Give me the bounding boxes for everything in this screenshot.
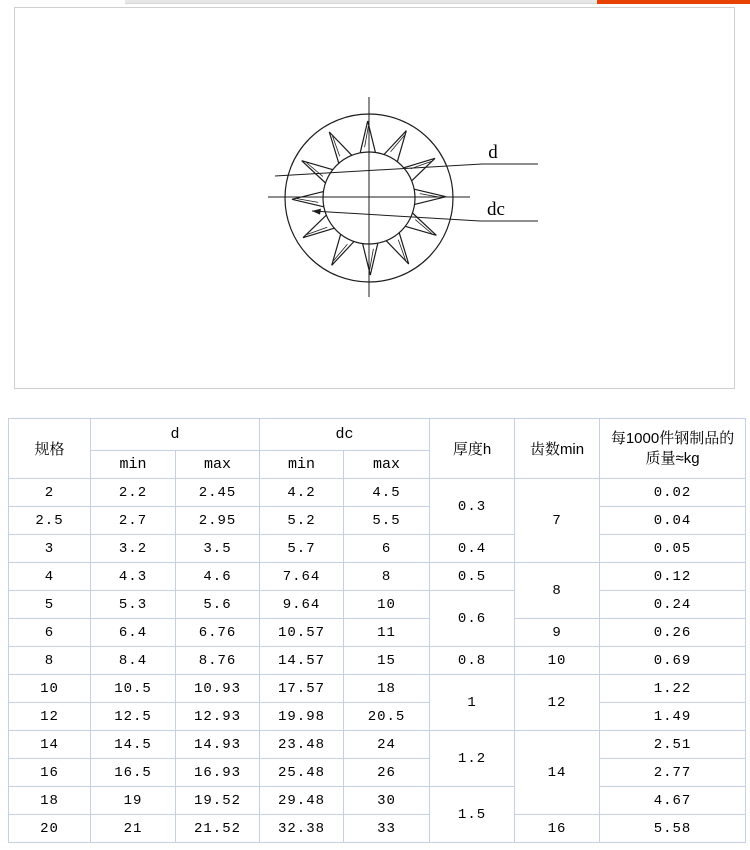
cell-d-max: 19.52 bbox=[176, 787, 260, 815]
cell-spec: 20 bbox=[9, 815, 91, 843]
cell-mass: 0.69 bbox=[600, 647, 746, 675]
cell-dc-min: 10.57 bbox=[260, 619, 344, 647]
cell-spec: 16 bbox=[9, 759, 91, 787]
cell-dc-min: 25.48 bbox=[260, 759, 344, 787]
cell-d-max: 4.6 bbox=[176, 563, 260, 591]
dim-dc-arrow bbox=[312, 209, 321, 215]
cell-dc-min: 9.64 bbox=[260, 591, 344, 619]
spec-table bbox=[8, 418, 746, 843]
cell-mass: 1.49 bbox=[600, 703, 746, 731]
cell-dc-max: 26 bbox=[344, 759, 430, 787]
cell-mass: 1.22 bbox=[600, 675, 746, 703]
col-header-thickness: 厚度h bbox=[430, 419, 515, 479]
cell-d-max: 21.52 bbox=[176, 815, 260, 843]
cell-thickness: 0.3 bbox=[430, 479, 515, 535]
cell-thickness: 0.4 bbox=[430, 535, 515, 563]
cell-spec: 10 bbox=[9, 675, 91, 703]
cell-d-min: 12.5 bbox=[91, 703, 176, 731]
cell-spec: 2.5 bbox=[9, 507, 91, 535]
washer-tooth bbox=[360, 121, 375, 153]
cell-mass: 0.26 bbox=[600, 619, 746, 647]
cell-d-max: 14.93 bbox=[176, 731, 260, 759]
cell-thickness: 0.8 bbox=[430, 647, 515, 675]
cell-d-max: 12.93 bbox=[176, 703, 260, 731]
cell-thickness: 1 bbox=[430, 675, 515, 731]
cell-mass: 0.24 bbox=[600, 591, 746, 619]
cell-thickness: 0.6 bbox=[430, 591, 515, 647]
cell-teeth: 9 bbox=[515, 619, 600, 647]
cell-teeth: 12 bbox=[515, 675, 600, 731]
cell-dc-max: 24 bbox=[344, 731, 430, 759]
cell-dc-min: 23.48 bbox=[260, 731, 344, 759]
cell-d-max: 10.93 bbox=[176, 675, 260, 703]
cell-teeth: 7 bbox=[515, 479, 600, 563]
diagram-panel bbox=[14, 7, 735, 389]
cell-d-min: 2.2 bbox=[91, 479, 176, 507]
cell-d-min: 4.3 bbox=[91, 563, 176, 591]
cell-d-min: 5.3 bbox=[91, 591, 176, 619]
cell-teeth: 8 bbox=[515, 563, 600, 619]
col-header-d-max: max bbox=[176, 451, 260, 479]
table-row bbox=[9, 647, 746, 675]
cell-d-min: 10.5 bbox=[91, 675, 176, 703]
cell-d-min: 2.7 bbox=[91, 507, 176, 535]
table-row bbox=[9, 591, 746, 619]
cell-dc-max: 15 bbox=[344, 647, 430, 675]
cell-mass: 2.51 bbox=[600, 731, 746, 759]
cell-d-min: 16.5 bbox=[91, 759, 176, 787]
cell-mass: 2.77 bbox=[600, 759, 746, 787]
cell-d-max: 6.76 bbox=[176, 619, 260, 647]
col-header-dc-group: dc bbox=[260, 419, 430, 451]
cell-d-min: 21 bbox=[91, 815, 176, 843]
col-header-spec: 规格 bbox=[9, 419, 91, 479]
cell-mass: 0.05 bbox=[600, 535, 746, 563]
table-row bbox=[9, 563, 746, 591]
cell-dc-min: 29.48 bbox=[260, 787, 344, 815]
cell-dc-min: 32.38 bbox=[260, 815, 344, 843]
cell-dc-max: 10 bbox=[344, 591, 430, 619]
cell-dc-min: 19.98 bbox=[260, 703, 344, 731]
table-row bbox=[9, 675, 746, 703]
col-header-mass-line1: 每1000件钢制品的 bbox=[610, 429, 735, 447]
cell-spec: 18 bbox=[9, 787, 91, 815]
cell-dc-min: 7.64 bbox=[260, 563, 344, 591]
cell-mass: 4.67 bbox=[600, 787, 746, 815]
table-row bbox=[9, 479, 746, 507]
table-row bbox=[9, 731, 746, 759]
cell-spec: 4 bbox=[9, 563, 91, 591]
cell-thickness: 1.5 bbox=[430, 787, 515, 843]
col-header-d-group: d bbox=[91, 419, 260, 451]
cell-dc-max: 8 bbox=[344, 563, 430, 591]
cell-spec: 14 bbox=[9, 731, 91, 759]
col-header-mass-line2: 质量≈kg bbox=[645, 449, 700, 467]
cell-teeth: 14 bbox=[515, 731, 600, 815]
table-row bbox=[9, 507, 746, 535]
cell-dc-min: 14.57 bbox=[260, 647, 344, 675]
cell-d-min: 19 bbox=[91, 787, 176, 815]
top-tab-bar bbox=[125, 0, 597, 4]
cell-spec: 6 bbox=[9, 619, 91, 647]
cell-dc-max: 6 bbox=[344, 535, 430, 563]
cell-mass: 0.02 bbox=[600, 479, 746, 507]
washer-tooth bbox=[292, 192, 324, 207]
table-row bbox=[9, 535, 746, 563]
dim-dc-label: dc bbox=[487, 199, 505, 220]
cell-thickness: 1.2 bbox=[430, 731, 515, 787]
washer-tooth bbox=[363, 243, 378, 275]
cell-d-max: 2.95 bbox=[176, 507, 260, 535]
col-header-d-min: min bbox=[91, 451, 176, 479]
col-header-dc-min: min bbox=[260, 451, 344, 479]
cell-spec: 5 bbox=[9, 591, 91, 619]
cell-dc-min: 5.2 bbox=[260, 507, 344, 535]
cell-dc-min: 4.2 bbox=[260, 479, 344, 507]
cell-dc-max: 4.5 bbox=[344, 479, 430, 507]
dim-d-label: d bbox=[488, 142, 498, 163]
cell-d-max: 5.6 bbox=[176, 591, 260, 619]
col-header-dc-max: max bbox=[344, 451, 430, 479]
cell-d-max: 8.76 bbox=[176, 647, 260, 675]
cell-dc-min: 17.57 bbox=[260, 675, 344, 703]
col-header-teeth: 齿数min bbox=[515, 419, 600, 479]
cell-mass: 0.04 bbox=[600, 507, 746, 535]
cell-teeth: 16 bbox=[515, 815, 600, 843]
cell-mass: 5.58 bbox=[600, 815, 746, 843]
table-row bbox=[9, 815, 746, 843]
cell-dc-max: 5.5 bbox=[344, 507, 430, 535]
cell-dc-max: 33 bbox=[344, 815, 430, 843]
table-row bbox=[9, 703, 746, 731]
cell-spec: 8 bbox=[9, 647, 91, 675]
cell-dc-max: 11 bbox=[344, 619, 430, 647]
cell-d-min: 14.5 bbox=[91, 731, 176, 759]
table-row bbox=[9, 619, 746, 647]
cell-thickness: 0.5 bbox=[430, 563, 515, 591]
cell-spec: 12 bbox=[9, 703, 91, 731]
cell-dc-max: 18 bbox=[344, 675, 430, 703]
washer-drawing bbox=[15, 8, 734, 388]
cell-d-max: 16.93 bbox=[176, 759, 260, 787]
cell-dc-max: 30 bbox=[344, 787, 430, 815]
cell-d-min: 6.4 bbox=[91, 619, 176, 647]
col-header-mass bbox=[600, 419, 746, 479]
cell-teeth: 10 bbox=[515, 647, 600, 675]
cell-dc-min: 5.7 bbox=[260, 535, 344, 563]
cell-d-max: 2.45 bbox=[176, 479, 260, 507]
cell-d-max: 3.5 bbox=[176, 535, 260, 563]
cell-dc-max: 20.5 bbox=[344, 703, 430, 731]
cell-mass: 0.12 bbox=[600, 563, 746, 591]
cell-spec: 2 bbox=[9, 479, 91, 507]
cell-spec: 3 bbox=[9, 535, 91, 563]
table-row bbox=[9, 759, 746, 787]
table-row bbox=[9, 787, 746, 815]
top-accent-bar bbox=[597, 0, 750, 4]
cell-d-min: 3.2 bbox=[91, 535, 176, 563]
cell-d-min: 8.4 bbox=[91, 647, 176, 675]
